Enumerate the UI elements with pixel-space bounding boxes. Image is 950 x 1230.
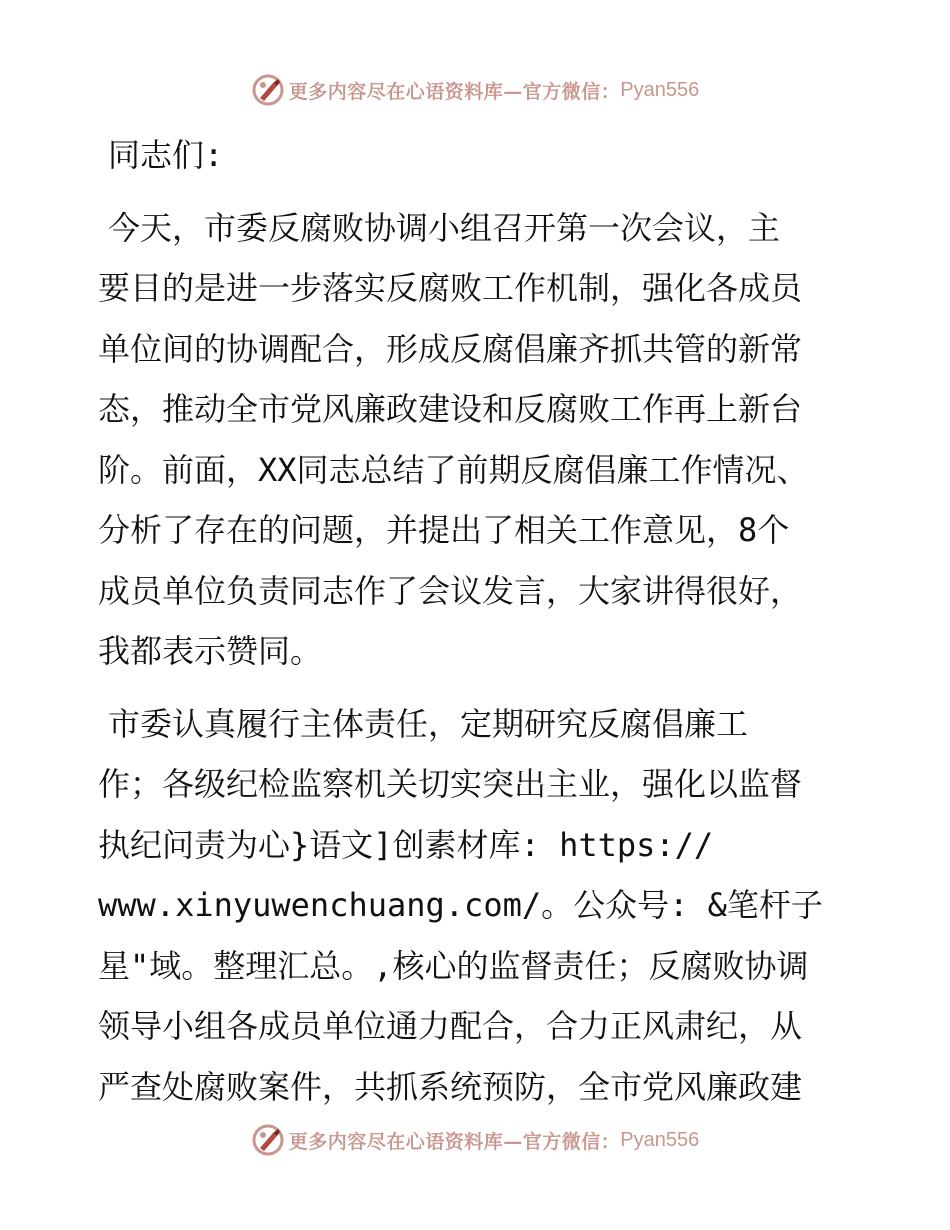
footer-watermark (0, 1120, 950, 1160)
document-body (98, 125, 858, 1117)
text-line: 今天，市委反腐败协调小组召开第一次会议，主 (108, 208, 781, 247)
watermark-wechat-id: Pyan556 (620, 1128, 700, 1151)
salutation: 同志们: (108, 136, 224, 174)
watermark-wechat-id: Pyan556 (620, 78, 700, 101)
text-line: 领导小组各成员单位通力配合，合力正风肃纪，从 (98, 1007, 803, 1045)
text-line: 成员单位负责同志作了会议发言，大家讲得很好， (98, 571, 803, 610)
text-line: 作；各级纪检监察机关切实突出主业，强化以监督 (98, 765, 803, 803)
text-line: 分析了存在的问题，并提出了相关工作意见，8个 (98, 511, 790, 549)
paragraph-2 (98, 694, 858, 1118)
header-watermark (0, 70, 950, 110)
brand-logo-icon (251, 73, 285, 107)
text-line: 要目的是进一步落实反腐败工作机制，强化各成员 (98, 269, 803, 307)
text-line: 星"域。整理汇总。,核心的监督责任；反腐败协调 (98, 946, 809, 985)
paragraph-1 (98, 198, 858, 682)
text-line: 我都表示赞同。 (98, 632, 323, 670)
text-line: 市委认真履行主体责任，定期研究反腐倡廉工 (108, 704, 749, 743)
watermark-text: 更多内容尽在心语资料库—官方微信： (288, 1130, 621, 1153)
watermark-text: 更多内容尽在心语资料库—官方微信： (288, 80, 621, 103)
text-line: 阶。前面，XX同志总结了前期反腐倡廉工作情况、 (98, 450, 809, 489)
text-line: 执纪问责为心}语文]创素材库: https:// (98, 825, 714, 864)
text-line: 单位间的协调配合，形成反腐倡廉齐抓共管的新常 (98, 329, 803, 368)
text-line: 严查处腐败案件，共抓系统预防，全市党风廉政建 (98, 1067, 803, 1106)
text-line: www.xinyuwenchuang.com/。公众号: &笔杆子 (98, 886, 823, 924)
text-line: 态，推动全市党风廉政建设和反腐败工作再上新台 (98, 390, 803, 428)
brand-logo-icon (251, 1123, 285, 1157)
